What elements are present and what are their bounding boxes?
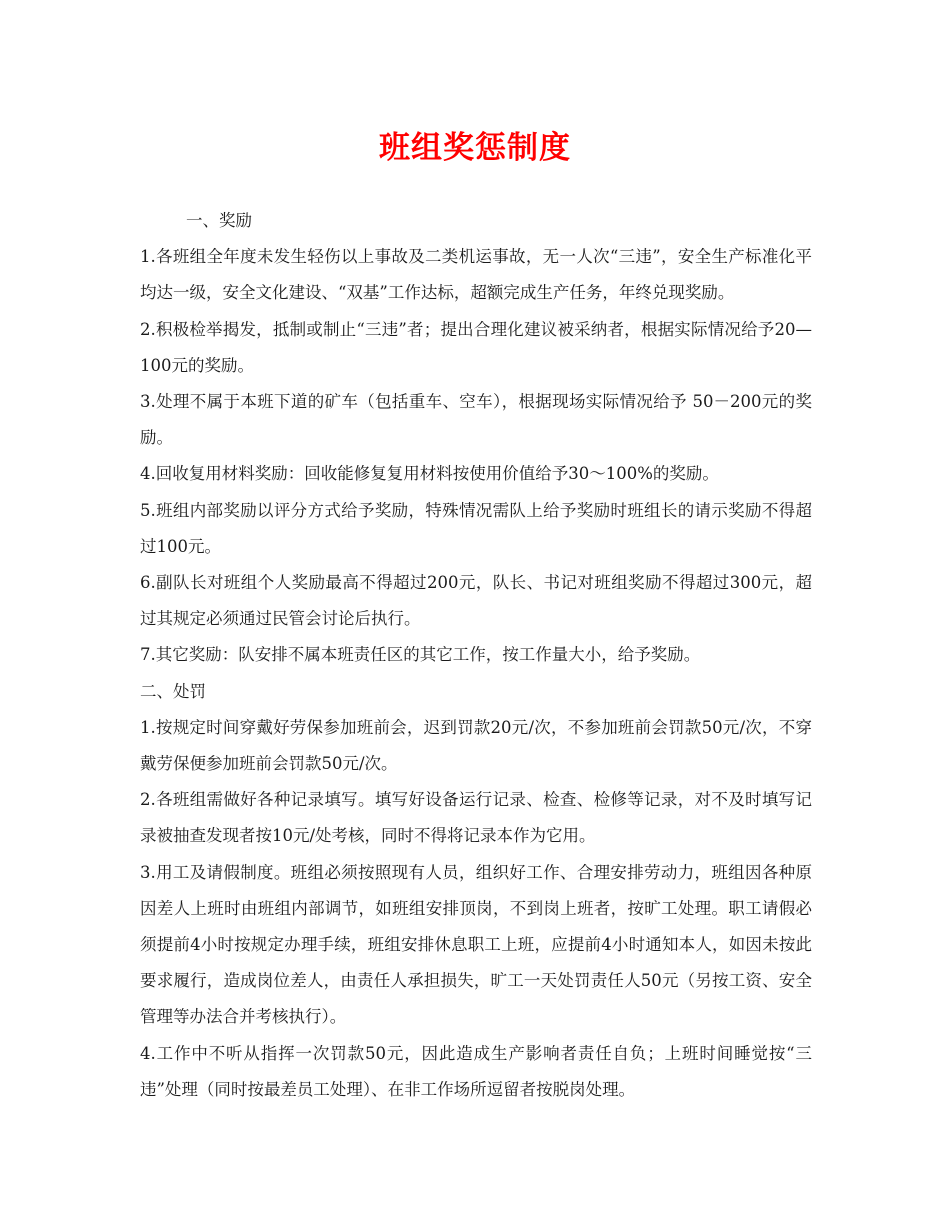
section-heading-rewards: 一、奖励	[186, 211, 252, 230]
reward-item-4: 4.回收复用材料奖励：回收能修复复用材料按使用价值给予30～100%的奖励。	[140, 464, 719, 484]
section-heading-penalties: 二、处罚	[140, 681, 206, 701]
reward-item-1: 1.各班组全年度未发生轻伤以上事故及二类机运事故，无一人次“三违”，安全生产标准化平均达一级，安全文化建设、“双基”工作达标，超额完成生产任务，年终兑现奖励。	[140, 247, 812, 303]
reward-item-3: 3.处理不属于本班下道的矿车（包括重车、空车），根据现场实际情况给予 50－200元的奖励。	[140, 392, 812, 448]
penalty-item-4: 4.工作中不听从指挥一次罚款50元，因此造成生产影响者责任自负；上班时间睡觉按“三违”处理（同时按最差员工处理）、在非工作场所逗留者按脱岗处理。	[140, 1043, 812, 1099]
reward-item-7: 7.其它奖励：队安排不属本班责任区的其它工作，按工作量大小，给予奖励。	[140, 645, 701, 665]
penalty-item-1: 1.按规定时间穿戴好劳保参加班前会，迟到罚款20元/次，不参加班前会罚款50元/次，不穿戴劳保便参加班前会罚款50元/次。	[140, 717, 812, 774]
reward-item-6: 6.副队长对班组个人奖励最高不得超过200元，队长、书记对班组奖励不得超过300元，超过其规定必须通过民管会讨论后执行。	[140, 573, 812, 629]
penalty-item-3: 3.用工及请假制度。班组必须按照现有人员，组织好工作、合理安排劳动力，班组因各种原因差人上班时由班组内部调节，如班组安排顶岗，不到岗上班者，按旷工处理。职工请假必须提前4小时按规定办理手续，班组安排休息职工上班，应提前4小时通知本人，如因未按此要求履行，造成岗位差人，由责任人承担损失，旷工一天处罚责任人50元（另按工资、安全管理等办法合并考核执行）。	[140, 862, 812, 1027]
penalty-item-2: 2.各班组需做好各种记录填写。填写好设备运行记录、检查、检修等记录，对不及时填写记录被抽查发现者按10元/处考核，同时不得将记录本作为它用。	[140, 790, 812, 846]
reward-item-5: 5.班组内部奖励以评分方式给予奖励，特殊情况需队上给予奖励时班组长的请示奖励不得超过100元。	[140, 500, 812, 556]
page-title: 班组奖惩制度	[379, 130, 571, 166]
document-body	[140, 203, 812, 1108]
reward-item-2: 2.积极检举揭发，抵制或制止“三违”者；提出合理化建议被采纳者，根据实际情况给予20—100元的奖励。	[140, 319, 812, 375]
